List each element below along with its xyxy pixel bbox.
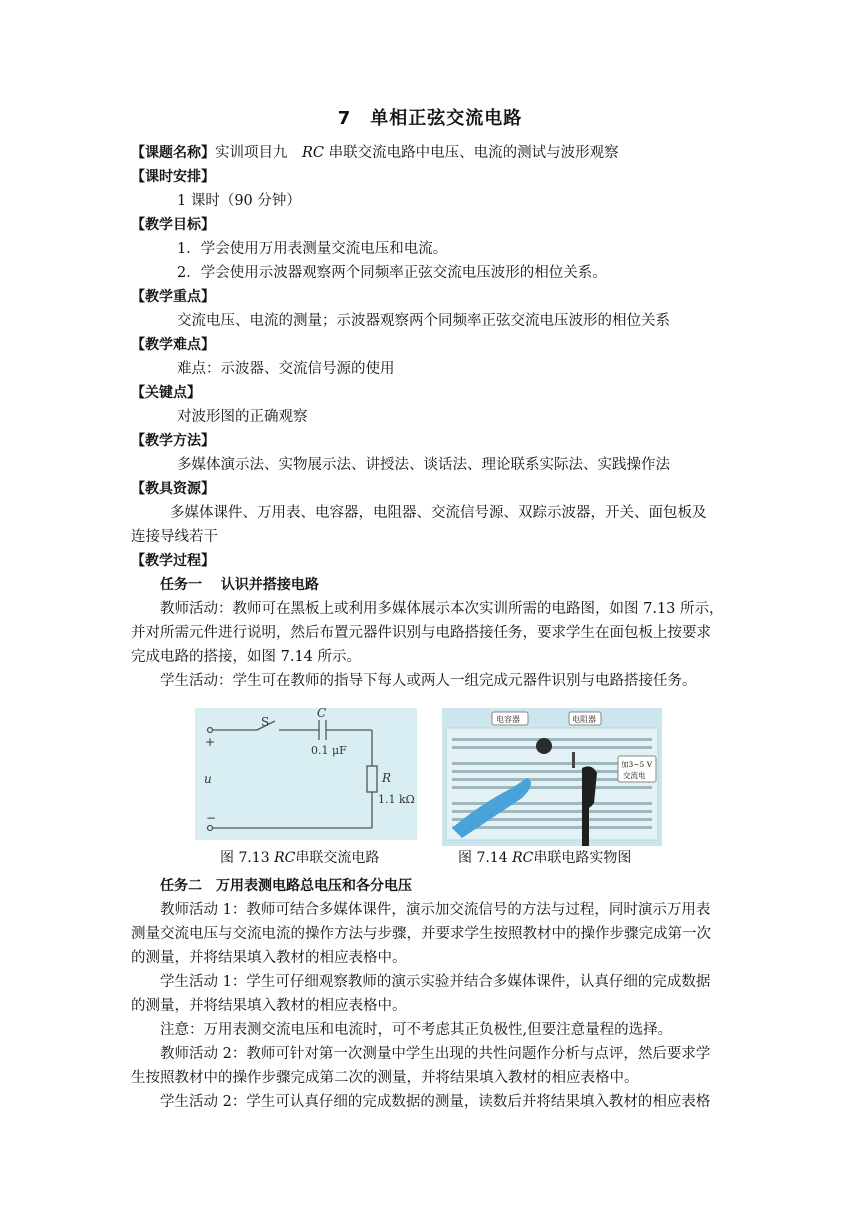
task1-heading: 任务一 认识并搭接电路 — [160, 577, 319, 593]
task1-teacher-line: 教师活动：教师可在黑板上或利用多媒体展示本次实训所需的电路图，如图 7.13 所示， — [160, 601, 724, 617]
key-points-label: 【教学重点】 — [131, 289, 215, 305]
difficulties-label: 【教学难点】 — [131, 337, 215, 353]
breadboard-photo — [442, 708, 662, 846]
switch-label: S — [261, 715, 270, 729]
critical-label: 【关键点】 — [131, 385, 201, 401]
capacitor-label: C — [317, 708, 327, 720]
task2-paragraph-line: 测量交流电压与交流电流的操作方法与步骤，并要求学生按照教材中的操作步骤完成第一次 — [131, 926, 711, 942]
breadboard-illustration — [442, 708, 662, 846]
resistor-value: 1.1 kΩ — [378, 793, 415, 806]
plus-terminal: + — [205, 735, 216, 749]
methods-text: 多媒体演示法、实物展示法、讲授法、谈话法、理论联系实际法、实践操作法 — [177, 457, 670, 473]
task2-paragraph-line: 教师活动 1：教师可结合多媒体课件，演示加交流信号的方法与过程，同时演示万用表 — [160, 902, 711, 918]
resources-label: 【教具资源】 — [131, 481, 215, 497]
resistor-label: R — [382, 771, 392, 785]
schedule-text: 1 课时（90 分钟） — [177, 193, 301, 209]
objectives-label: 【教学目标】 — [131, 217, 215, 233]
methods-label: 【教学方法】 — [131, 433, 215, 449]
schedule-label: 【课时安排】 — [131, 169, 215, 185]
capacitor-value: 0.1 μF — [311, 744, 347, 757]
callout-resistor: 电阻器 — [572, 715, 596, 724]
process-label: 【教学过程】 — [131, 553, 215, 569]
resources-line-2: 连接导线若干 — [131, 529, 218, 545]
critical-text: 对波形图的正确观察 — [177, 409, 308, 425]
task2-heading: 任务二 万用表测电路总电压和各分电压 — [160, 878, 412, 894]
objective-item: 2．学会使用示波器观察两个同频率正弦交流电压波形的相位关系。 — [177, 265, 607, 281]
caption-rest: 串联交流电路 — [295, 850, 380, 866]
task2-note: 注意：万用表测交流电压和电流时，可不考虑其正负极性,但要注意量程的选择。 — [160, 1022, 673, 1038]
caption-rc: RC — [274, 850, 296, 866]
caption-rc: RC — [512, 850, 534, 866]
task2-paragraph-line: 学生活动 1：学生可仔细观察教师的演示实验并结合多媒体课件，认真仔细的完成数据 — [160, 974, 711, 990]
task1-teacher-line: 并对所需元件进行说明，然后布置元器件识别与电路搭接任务，要求学生在面包板上按要求 — [131, 625, 711, 641]
source-label: u — [204, 772, 212, 786]
task2-paragraph-line: 的测量，并将结果填入教材的相应表格中。 — [131, 950, 407, 966]
resources-line-1: 多媒体课件、万用表、电容器，电阻器、交流信号源、双踪示波器，开关、面包板及 — [170, 505, 707, 521]
difficulties-text: 难点：示波器、交流信号源的使用 — [177, 361, 395, 377]
course-name-rc: RC — [302, 145, 325, 161]
task2-paragraph-line: 生按照教材中的操作步骤完成第二次的测量，并将结果填入教材的相应表格中。 — [131, 1070, 639, 1086]
figure-7-13-caption — [220, 847, 379, 867]
caption-rest: 串联电路实物图 — [533, 850, 632, 866]
callout-ac: 交流电 — [623, 771, 646, 780]
task2-paragraph-line: 学生活动 2：学生可认真仔细的完成数据的测量，读数后并将结果填入教材的相应表格 — [160, 1094, 711, 1110]
minus-terminal: − — [206, 811, 217, 825]
callout-capacitor: 电容器 — [496, 715, 520, 724]
caption-prefix: 图 7.14 — [458, 850, 513, 866]
key-points-text: 交流电压、电流的测量；示波器观察两个同频率正弦交流电压波形的相位关系 — [177, 313, 670, 329]
rc-circuit-diagram — [195, 708, 417, 840]
task2-paragraph-line: 教师活动 2：教师可针对第一次测量中学生出现的共性问题作分析与点评，然后要求学 — [160, 1046, 711, 1062]
page-title: 7 单相正弦交流电路 — [337, 108, 523, 129]
callout-supply: 加3~5 V — [621, 760, 653, 769]
circuit-svg — [195, 708, 417, 840]
task2-paragraph-line: 的测量，并将结果填入教材的相应表格中。 — [131, 998, 407, 1014]
course-name-rest: 串联交流电路中电压、电流的测试与波形观察 — [324, 145, 619, 161]
figure-7-14-caption — [458, 847, 631, 867]
course-name-prefix: 实训项目九 — [215, 145, 302, 161]
objective-item: 1．学会使用万用表测量交流电压和电流。 — [177, 241, 448, 257]
caption-prefix: 图 7.13 — [220, 850, 275, 866]
course-name-label: 【课题名称】 — [131, 145, 215, 161]
course-name-line — [131, 143, 619, 163]
task1-teacher-line: 完成电路的搭接，如图 7.14 所示。 — [131, 649, 362, 665]
task1-student-line: 学生活动：学生可在教师的指导下每人或两人一组完成元器件识别与电路搭接任务。 — [160, 673, 697, 689]
